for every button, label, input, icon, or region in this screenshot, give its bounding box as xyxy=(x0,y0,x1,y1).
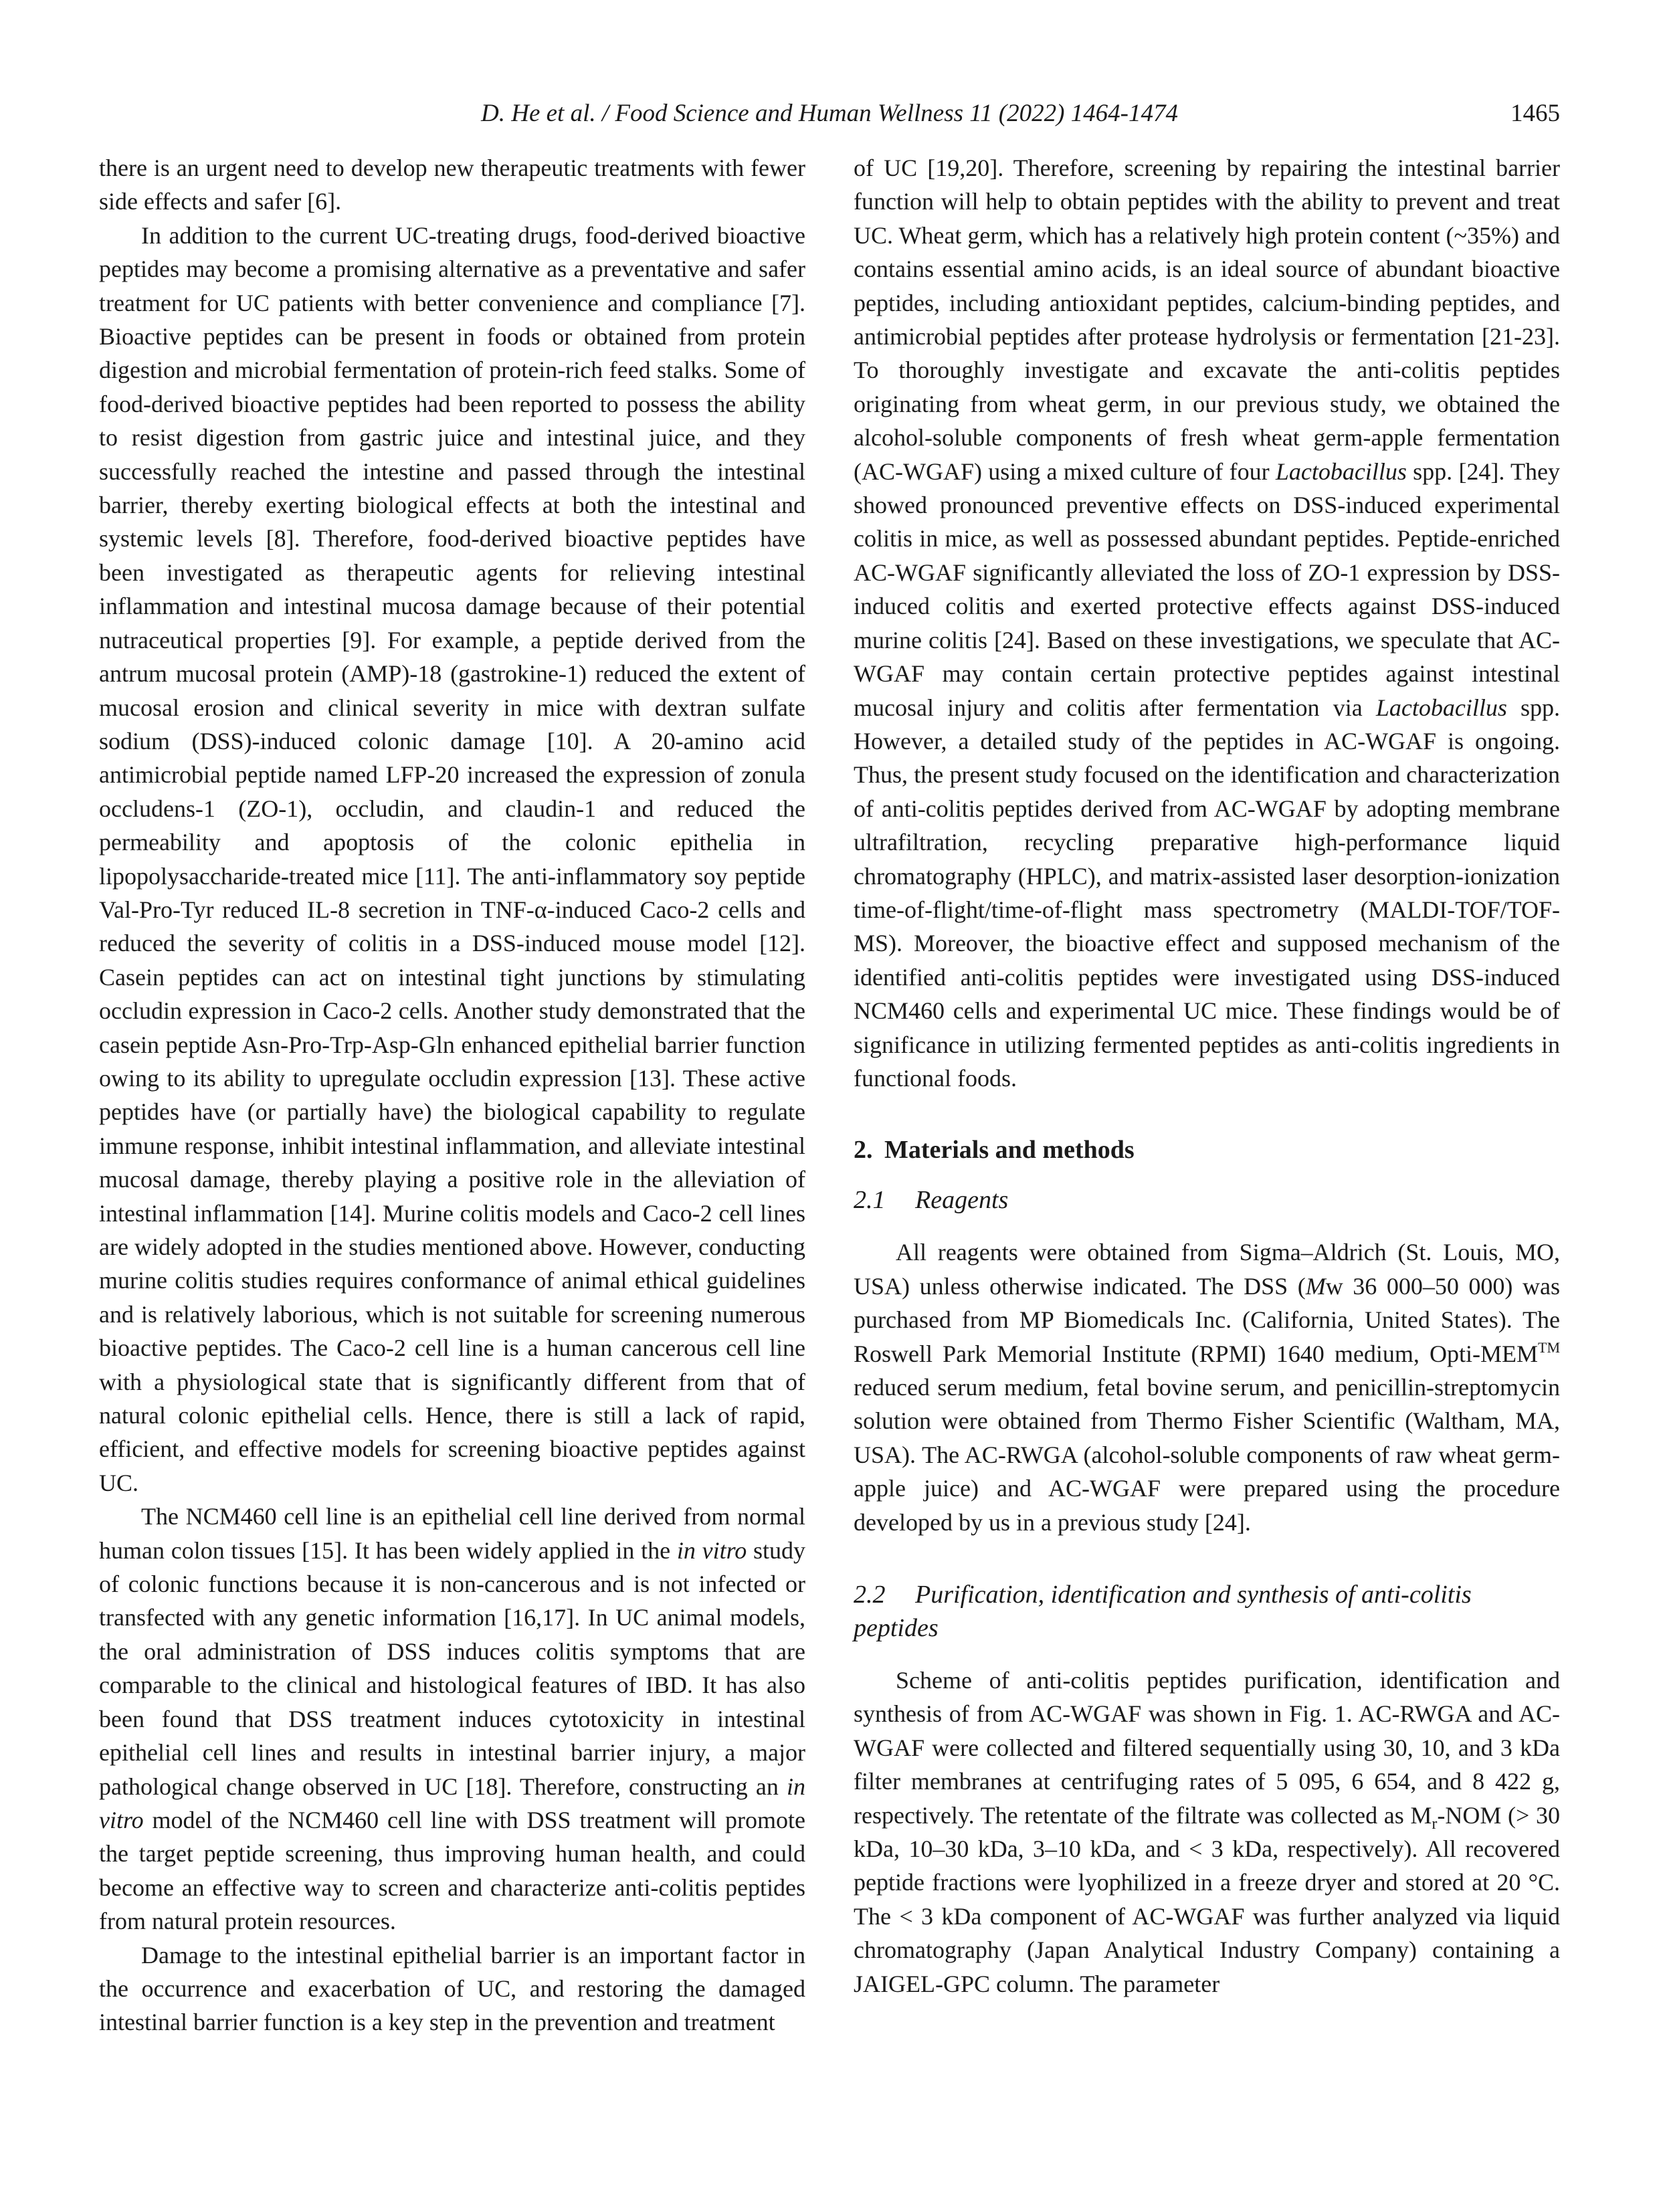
section-heading xyxy=(854,1132,1560,1167)
text-run: -NOM (> 30 kDa, 10–30 kDa, 3–10 kDa, and < 3 kDa, respectively). All recovered peptide fractions were lyophilized in a freeze dryer and stored at 20 °C. The < 3 kDa component of AC-WGAF was further analyzed via liquid chromatography (Japan Analytical Industry Company) containing a JAIGEL-GPC column. The parameter xyxy=(854,1801,1560,1997)
italic-term: in vitro xyxy=(676,1536,747,1564)
text-run: spp. [24]. They showed pronounced preventive effects on DSS-induced experimental colitis in mice, as well as possessed abundant peptides. Peptide-enriched AC-WGAF significantly alleviated the loss of ZO-1 expression by DSS-induced colitis and exerted protective effects against DSS-induced murine colitis [24]. Based on these investigations, we speculate that AC-WGAF may contain certain protective peptides against intestinal mucosal injury and colitis after fermentation via xyxy=(854,458,1561,721)
subsection-title: Purification, identification and synthesis of anti-colitis peptides xyxy=(854,1581,1472,1643)
page-header xyxy=(99,94,1560,134)
left-column xyxy=(99,151,805,2039)
text-run: spp. However, a detailed study of the peptides in AC-WGAF is ongoing. Thus, the present study focused on the identification and characterization of anti-colitis peptides derived from AC-WGAF by adopting membrane ultrafiltration, recycling preparative high-performance liquid chromatography (HPLC), and matrix-assisted laser desorption-ionization time-of-flight/time-of-flight mass spectrometry (MALDI-TOF/TOF-MS). Moreover, the bioactive effect and supposed mechanism of the identified anti-colitis peptides were investigated using DSS-induced NCM460 cells and experimental UC mice. These findings would be of significance in utilizing fermented peptides as anti-colitis ingredients in functional foods. xyxy=(854,694,1561,1092)
text-run: Scheme of anti-colitis peptides purification, identification and synthesis of from AC-WGAF was shown in Fig. 1. AC-RWGA and AC-WGAF were collected and filtered sequentially using 30, 10, and 3 kDa filter membranes at centrifuging rates of 5 095, 6 654, and 8 422 g, respectively. The retentate of the filtrate was collected as M xyxy=(854,1667,1560,1829)
text-run: The NCM460 cell line is an epithelial cell line derived from normal human colon tissues [15]. It has been widely applied in the xyxy=(99,1503,805,1564)
running-head: D. He et al. / Food Science and Human Wellness 11 (2022) 1464-1474 xyxy=(481,100,1178,127)
italic-term: in vitro xyxy=(99,1773,805,1833)
text-run: study of colonic functions because it is non-cancerous and is not infected or transfected with any genetic information [16,17]. In UC animal models, the oral administration of DSS induces colitis symptoms that are comparable to the clinical and histological features of IBD. It has also been found that DSS treatment induces cytotoxicity in intestinal epithelial cell lines and results in intestinal barrier injury, a major pathological change observed in UC [18]. Therefore, constructing an xyxy=(99,1536,805,1800)
page-number: 1465 xyxy=(1510,100,1560,127)
paragraph xyxy=(854,1664,1560,2001)
text-run: reduced serum medium, fetal bovine serum, and penicillin-streptomycin solution were obtained from Thermo Fisher Scientific (Waltham, MA, USA). The AC-RWGA (alcohol-soluble components of raw wheat germ-apple juice) and AC-WGAF were prepared using the procedure developed by us in a previous study [24]. xyxy=(854,1374,1560,1536)
section-title: Materials and methods xyxy=(884,1136,1135,1165)
text-run: model of the NCM460 cell line with DSS treatment will promote the target peptide screening, thus improving human health, and could become an effective way to screen and characterize anti-colitis peptides from natural protein resources. xyxy=(99,1806,806,1935)
text-run: All reagents were obtained from Sigma–Aldrich (St. Louis, MO, USA) unless otherwise indicated. The DSS ( xyxy=(854,1239,1560,1300)
paragraph: there is an urgent need to develop new therapeutic treatments with fewer side effects and safer [6]. xyxy=(99,155,805,215)
paragraph xyxy=(854,151,1560,1095)
italic-term: M xyxy=(1305,1272,1326,1300)
paragraph xyxy=(99,1500,805,1938)
section-number: 2. xyxy=(854,1136,873,1165)
text-run: of UC [19,20]. Therefore, screening by repairing the intestinal barrier function will help to obtain peptides with the ability to prevent and treat UC. Wheat germ, which has a relatively high protein content (~35%) and contains essential amino acids, is an ideal source of abundant bioactive peptides, including antioxidant peptides, calcium-binding peptides, and antimicrobial peptides after protease hydrolysis or fermentation [21-23]. To thoroughly investigate and excavate the anti-colitis peptides originating from wheat germ, in our previous study, we obtained the alcohol-soluble components of fresh wheat germ-apple fermentation (AC-WGAF) using a mixed culture of four xyxy=(854,155,1560,485)
paragraph: In addition to the current UC-treating drugs, food-derived bioactive peptides may become a promising alternative as a preventative and safer treatment for UC patients with better convenience and compliance [7]. Bioactive peptides can be present in foods or obtained from protein digestion and microbial fermentation of protein-rich feed stalks. Some of food-derived bioactive peptides had been reported to possess the ability to resist digestion from gastric juice and intestinal juice, and they successfully reached the intestine and passed through the intestinal barrier, thereby exerting biological effects at both the intestinal and systemic levels [8]. Therefore, food-derived bioactive peptides have been investigated as therapeutic agents for relieving intestinal inflammation and intestinal mucosa damage because of their potential nutraceutical properties [9]. For example, a peptide derived from the antrum mucosal protein (AMP)-18 (gastrokine-1) reduced the extent of mucosal erosion and clinical severity in mice with dextran sulfate sodium (DSS)-induced colonic damage [10]. A 20-amino acid antimicrobial peptide named LFP-20 increased the expression of zonula occludens-1 (ZO-1), occludin, and claudin-1 and reduced the permeability and apoptosis of the colonic epithelia in lipopolysaccharide-treated mice [11]. The anti-inflammatory soy peptide Val-Pro-Tyr reduced IL-8 secretion in TNF-α-induced Caco-2 cells and reduced the severity of colitis in a DSS-induced mouse model [12]. Casein peptides can act on intestinal tight junctions by stimulating occludin expression in Caco-2 cells. Another study demonstrated that the casein peptide Asn-Pro-Trp-Asp-Gln enhanced epithelial barrier function owing to its ability to upregulate occludin expression [13]. These active peptides have (or partially have) the biological capability to regulate immune response, inhibit intestinal inflammation, and alleviate intestinal mucosal damage, thereby playing a positive role in the alleviation of intestinal inflammation [14]. Murine colitis models and Caco-2 cell lines are widely adopted in the studies mentioned above. However, conducting murine colitis studies requires conformance of animal ethical guidelines and is relatively laborious, which is not suitable for screening numerous bioactive peptides. The Caco-2 cell line is a human cancerous cell line with a physiological state that is significantly different from that of natural colonic epithelial cells. Hence, there is still a lack of rapid, efficient, and effective models for screening bioactive peptides against UC. xyxy=(99,221,805,1496)
italic-term: Lactobacillus xyxy=(1375,694,1507,721)
text-run: w 36 000–50 000) was purchased from MP Biomedicals Inc. (California, United States). The Roswell Park Memorial Institute (RPMI) 1640 medium, Opti-MEM xyxy=(854,1272,1560,1367)
paragraph: Damage to the intestinal epithelial barrier is an important factor in the occurrence and exacerbation of UC, and restoring the damaged intestinal barrier function is a key step in the prevention and treatment xyxy=(99,1941,805,2036)
paragraph xyxy=(854,1235,1560,1539)
subsection-title: Reagents xyxy=(915,1186,1009,1215)
subsection-heading xyxy=(854,1578,1560,1645)
subscript: r xyxy=(1432,1815,1438,1833)
trademark-superscript: TM xyxy=(1538,1338,1560,1356)
subsection-number: 2.2 xyxy=(854,1581,886,1609)
subsection-number: 2.1 xyxy=(854,1186,886,1215)
subsection-heading xyxy=(854,1183,1560,1217)
right-column xyxy=(854,151,1560,2001)
italic-term: Lactobacillus xyxy=(1275,458,1407,485)
